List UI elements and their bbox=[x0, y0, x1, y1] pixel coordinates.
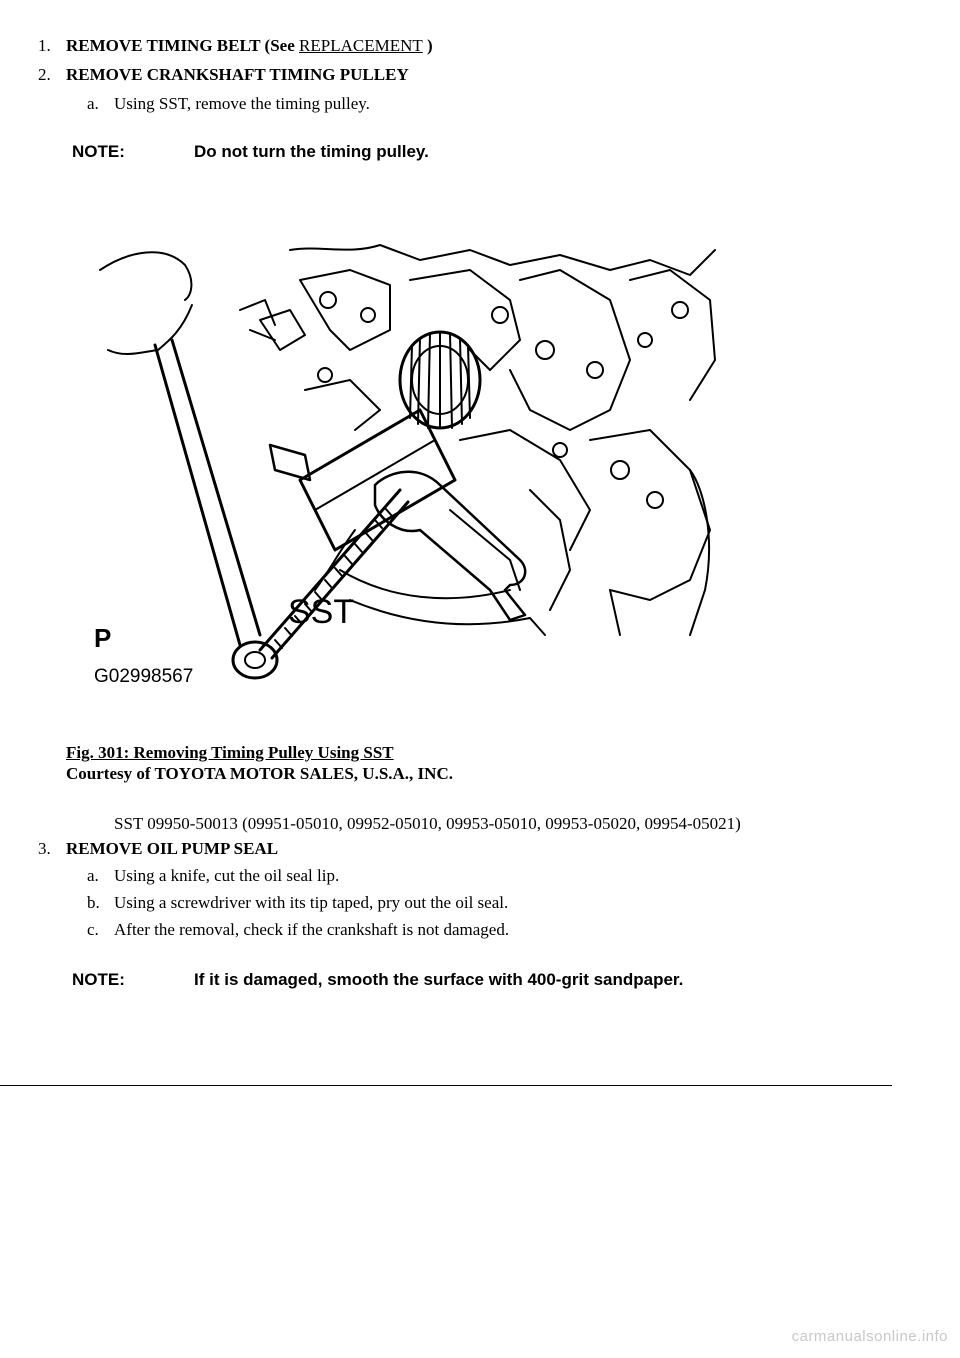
substep-text: Using a screwdriver with its tip taped, pry out the oil seal. bbox=[114, 893, 509, 912]
substep-text: Using SST, remove the timing pulley. bbox=[114, 94, 370, 113]
engine-illustration bbox=[90, 240, 730, 690]
figure-code: G02998567 bbox=[94, 666, 194, 687]
substep-letter: c. bbox=[87, 920, 99, 939]
step-3-title: REMOVE OIL PUMP SEAL bbox=[66, 839, 279, 858]
figure-p-label: P bbox=[94, 623, 112, 653]
step-1-title: REMOVE TIMING BELT (See REPLACEMENT ) bbox=[66, 36, 433, 55]
figure-caption: Fig. 301: Removing Timing Pulley Using SST bbox=[66, 743, 394, 762]
figure-courtesy: Courtesy of TOYOTA MOTOR SALES, U.S.A., INC. bbox=[66, 764, 453, 783]
substep-text: Using a knife, cut the oil seal lip. bbox=[114, 866, 340, 885]
substep-letter: a. bbox=[87, 94, 99, 113]
note-label: NOTE: bbox=[72, 142, 125, 161]
step-3-number: 3. bbox=[38, 839, 51, 858]
substep-letter: a. bbox=[87, 866, 99, 885]
note-text: If it is damaged, smooth the surface with 400-grit sandpaper. bbox=[194, 970, 684, 989]
step-number: 1. bbox=[38, 36, 51, 55]
replacement-link[interactable]: REPLACEMENT bbox=[299, 36, 423, 55]
step-2-number: 2. bbox=[38, 65, 51, 84]
step-1 bbox=[38, 36, 51, 56]
page-divider bbox=[0, 1085, 892, 1086]
figure-timing-pulley bbox=[90, 240, 730, 690]
sst-part-numbers: SST 09950-50013 (09951-05010, 09952-05010, 09953-05010, 09953-05020, 09954-05021) bbox=[114, 814, 741, 833]
substep-text: After the removal, check if the crankshaft is not damaged. bbox=[114, 920, 510, 939]
note-text: Do not turn the timing pulley. bbox=[194, 142, 429, 161]
sst-callout-label: SST bbox=[288, 593, 355, 631]
substep-letter: b. bbox=[87, 893, 100, 912]
note-label: NOTE: bbox=[72, 970, 125, 989]
watermark: carmanualsonline.info bbox=[791, 1328, 948, 1345]
step-2-title: REMOVE CRANKSHAFT TIMING PULLEY bbox=[66, 65, 409, 84]
